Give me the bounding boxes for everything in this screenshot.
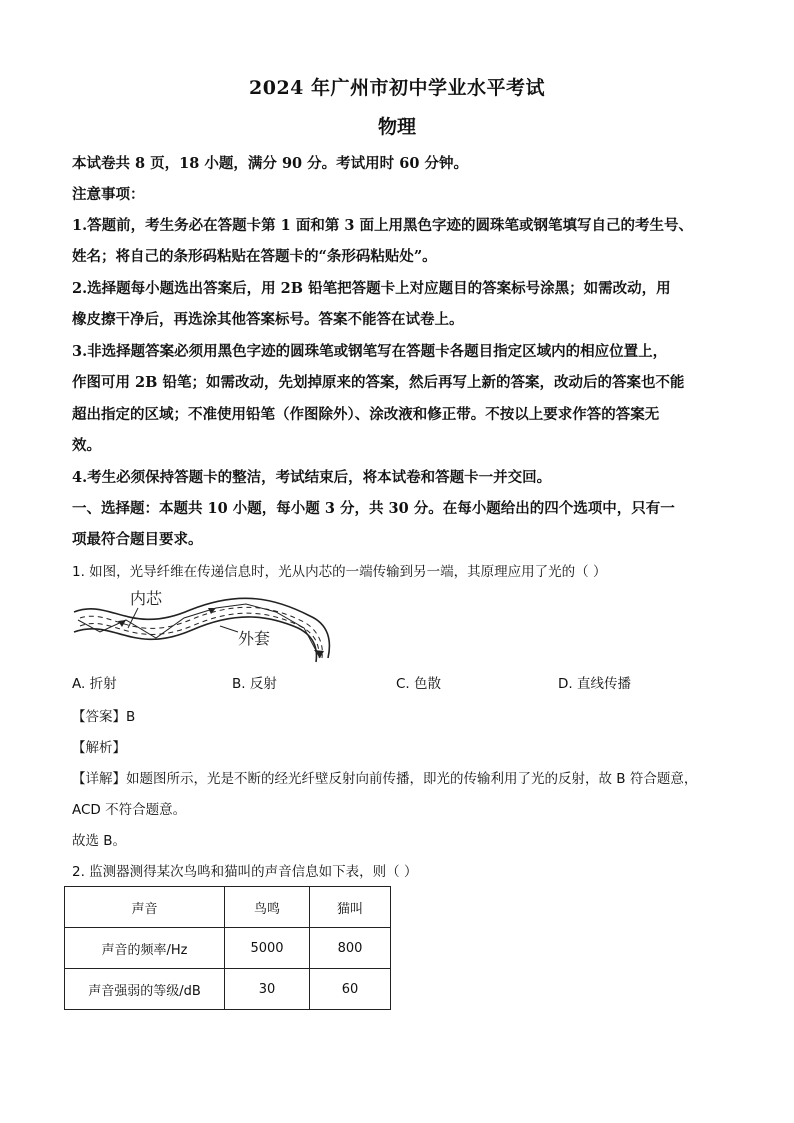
answer-label: 【答案】B [72,709,136,725]
question-2-stem: 2. 监测器测得某次鸟鸣和猫叫的声音信息如下表，则（ ） [72,864,418,880]
notice-line: 超出指定的区域；不准使用铅笔（作图除外）、涂改液和修正带。不按以上要求作答的答案无 [72,406,660,423]
question-1-stem: 1. 如图，光导纤维在传递信息时，光从内芯的一端传输到另一端，其原理应用了光的（ ） [72,564,607,580]
table-cell: 800 [310,928,391,969]
sound-info-table [64,886,391,1010]
notice-line: 2.选择题每小题选出答案后，用 2B 铅笔把答题卡上对应题目的答案标号涂黑；如需改动，用 [72,280,671,297]
option-a: A. 折射 [72,676,117,692]
option-b: B. 反射 [232,676,277,692]
detail-line: 【详解】如题图所示，光是不断的经光纤壁反射向前传播，即光的传输利用了光的反射，故 B 符合题意， [72,771,698,787]
table-row [65,928,391,969]
table-cell: 30 [225,969,310,1010]
notice-line: 橡皮擦干净后，再选涂其他答案标号。答案不能答在试卷上。 [72,311,464,328]
exam-title: 2024 年广州市初中学业水平考试 [249,77,545,99]
notice-line: 3.非选择题答案必须用黑色字迹的圆珠笔或钢笔写在答题卡各题目指定区域内的相应位置上， [72,343,668,360]
table-cell: 声音强弱的等级/dB [65,969,225,1010]
table-row [65,969,391,1010]
table-header-cell: 声音 [65,887,225,928]
table-header-row [65,887,391,928]
exam-summary: 本试卷共 8 页，18 小题，满分 90 分。考试用时 60 分钟。 [72,155,468,172]
section-heading: 一、选择题：本题共 10 小题，每小题 3 分，共 30 分。在每小题给出的四个选项中，只有一 [72,500,675,517]
option-d: D. 直线传播 [558,676,631,692]
table-cell: 5000 [225,928,310,969]
notice-heading: 注意事项： [72,186,145,203]
detail-line-cont: ACD 不符合题意。 [72,802,187,818]
notice-line: 效。 [72,437,101,454]
optical-fiber-figure [70,588,340,666]
table-cell: 声音的频率/Hz [65,928,225,969]
subject-title: 物理 [377,116,416,138]
analysis-label: 【解析】 [72,740,126,756]
notice-line: 1.答题前，考生务必在答题卡第 1 面和第 3 面上用黑色字迹的圆珠笔或钢笔填写自己的考生号、 [72,217,694,234]
option-c: C. 色散 [396,676,442,692]
table-header-cell: 鸟鸣 [225,887,310,928]
section-heading-cont: 项最符合题目要求。 [72,531,203,548]
notice-line: 姓名；将自己的条形码粘贴在答题卡的“条形码粘贴处”。 [72,248,437,265]
core-label: 内芯 [130,589,163,608]
table-cell: 60 [310,969,391,1010]
sheath-label: 外套 [238,629,271,648]
conclusion: 故选 B。 [72,833,127,849]
notice-line: 4.考生必须保持答题卡的整洁，考试结束后，将本试卷和答题卡一并交回。 [72,469,552,486]
notice-line: 作图可用 2B 铅笔；如需改动，先划掉原来的答案，然后再写上新的答案，改动后的答案也不能 [72,374,685,391]
table-header-cell: 猫叫 [310,887,391,928]
